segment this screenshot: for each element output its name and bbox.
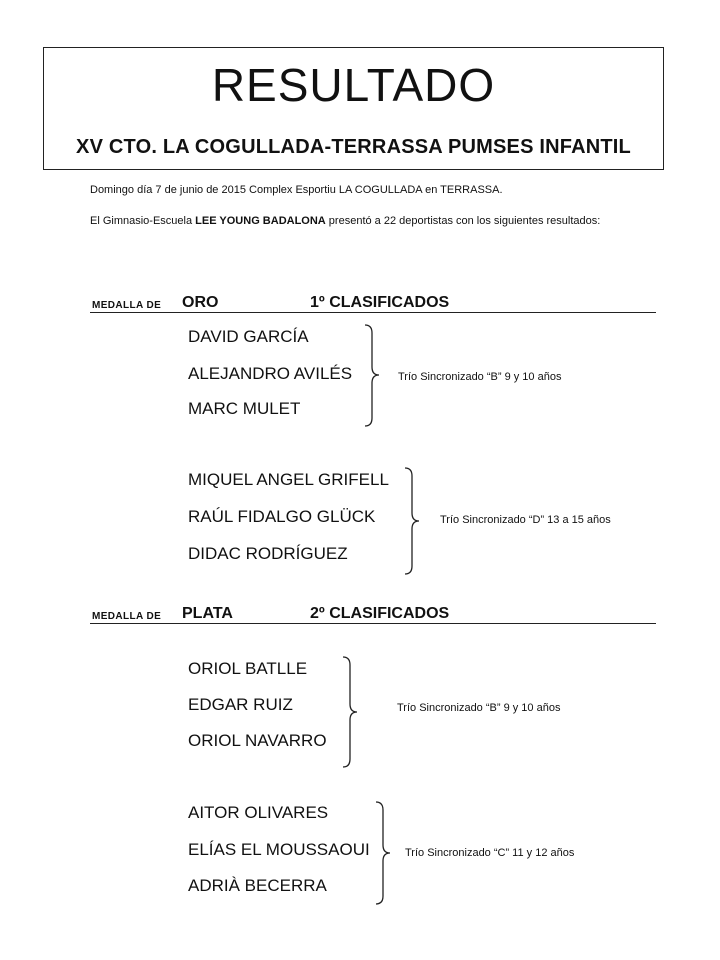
medalla-label: MEDALLA DE (92, 611, 162, 622)
athlete-name: ORIOL NAVARRO (188, 731, 327, 750)
athlete-name: ELÍAS EL MOUSSAOUI (188, 840, 370, 859)
curly-brace-icon (362, 323, 384, 428)
category-caption: Trío Sincronizado “B” 9 y 10 años (398, 371, 562, 383)
place-label-1: 1º CLASIFICADOS (310, 294, 450, 311)
intro-club-suffix: presentó a 22 deportistas con los siguientes resultados: (325, 215, 601, 227)
curly-brace-icon (373, 800, 395, 906)
athlete-name: ADRIÀ BECERRA (188, 876, 327, 895)
place-label-2: 2º CLASIFICADOS (310, 605, 450, 622)
event-subtitle: XV CTO. LA COGULLADA-TERRASSA PUMSES INFANTIL (76, 136, 631, 158)
intro-club-statement (90, 213, 650, 229)
category-caption: Trío Sincronizado “D” 13 a 15 años (440, 514, 611, 526)
medalla-label: MEDALLA DE (92, 300, 162, 311)
page-title: RESULTADO (211, 59, 496, 111)
club-name: LEE YOUNG BADALONA (195, 215, 326, 227)
athlete-name: RAÚL FIDALGO GLÜCK (188, 507, 376, 526)
section-header-oro (90, 290, 656, 313)
medal-name-oro: ORO (182, 294, 219, 311)
intro-date-venue: Domingo día 7 de junio de 2015 Complex Esportiu LA COGULLADA en TERRASSA. (90, 184, 503, 196)
curly-brace-icon (402, 466, 424, 576)
medal-name-plata: PLATA (182, 605, 233, 622)
category-caption: Trío Sincronizado “C” 11 y 12 años (405, 847, 575, 859)
athlete-name: AITOR OLIVARES (188, 803, 329, 822)
athlete-name: EDGAR RUIZ (188, 695, 293, 714)
athlete-name: DAVID GARCÍA (188, 327, 309, 346)
athlete-name: MIQUEL ANGEL GRIFELL (188, 470, 389, 489)
section-header-plata (90, 601, 656, 624)
athlete-name: ORIOL BATLLE (188, 659, 308, 678)
category-caption: Trío Sincronizado “B” 9 y 10 años (397, 702, 561, 714)
title-box (43, 47, 664, 170)
curly-brace-icon (340, 655, 362, 769)
intro-club-prefix: El Gimnasio-Escuela (90, 215, 196, 227)
athlete-name: ALEJANDRO AVILÉS (188, 364, 353, 383)
athlete-name: MARC MULET (188, 399, 301, 418)
athlete-name: DIDAC RODRÍGUEZ (188, 544, 348, 563)
